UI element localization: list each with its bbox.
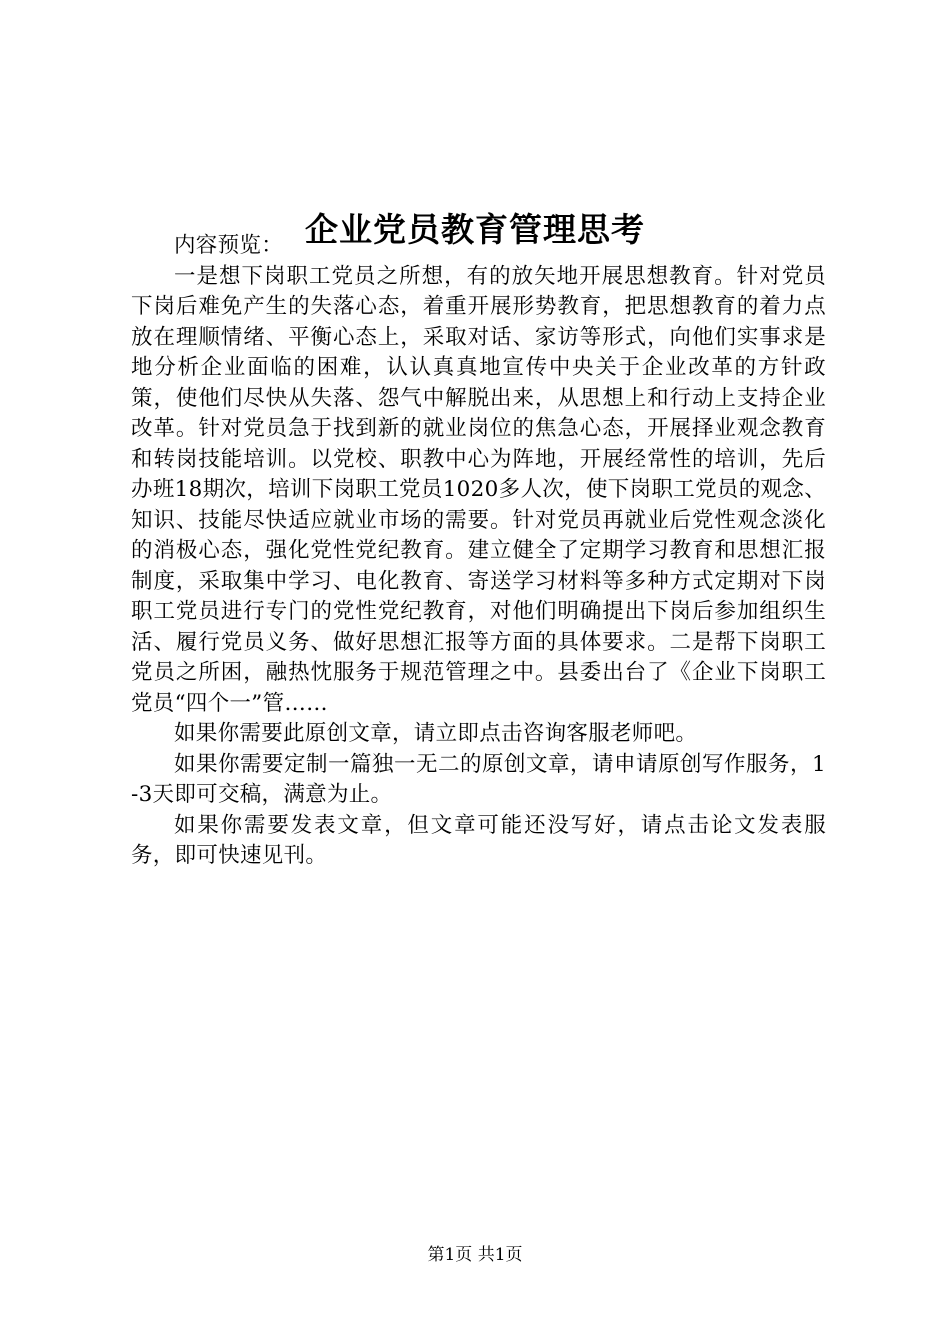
page-footer: 第1页 共1页	[427, 1245, 523, 1265]
publication-notice: 如果你需要发表文章，但文章可能还没写好，请点击论文发表服务，即可快速见刊。	[131, 812, 826, 868]
custom-writing-notice: 如果你需要定制一篇独一无二的原创文章，请申请原创写作服务，1-3天即可交稿，满意为止。	[131, 751, 826, 807]
consult-notice: 如果你需要此原创文章，请立即点击咨询客服老师吧。	[174, 721, 698, 746]
preview-label: 内容预览：	[174, 233, 284, 258]
document-content	[131, 231, 826, 872]
document-title: 企业党员教育管理思考	[305, 210, 645, 250]
preview-body: 一是想下岗职工党员之所想，有的放矢地开展思想教育。针对党员下岗后难免产生的失落心态，着重开展形势教育，把思想教育的着力点放在理顺情绪、平衡心态上，采取对话、家访等形式，向他们实事求是地分析企业面临的困难，认认真真地宣传中央关于企业改革的方针政策，使他们尽快从失落、怨气中解脱出来，从思想上和行动上支持企业改革。针对党员急于找到新的就业岗位的焦急心态，开展择业观念教育和转岗技能培训。以党校、职教中心为阵地，开展经常性的培训，先后办班18期次，培训下岗职工党员1020多人次，使下岗职工党员的观念、知识、技能尽快适应就业市场的需要。针对党员再就业后党性观念淡化的消极心态，强化党性党纪教育。建立健全了定期学习教育和思想汇报制度，采取集中学习、电化教育、寄送学习材料等多种方式定期对下岗职工党员进行专门的党性党纪教育，对他们明确提出下岗后参加组织生活、履行党员义务、做好思想汇报等方面的具体要求。二是帮下岗职工党员之所困，融热忱服务于规范管理之中。县委出台了《企业下岗职工党员“四个一”管……	[131, 263, 826, 716]
